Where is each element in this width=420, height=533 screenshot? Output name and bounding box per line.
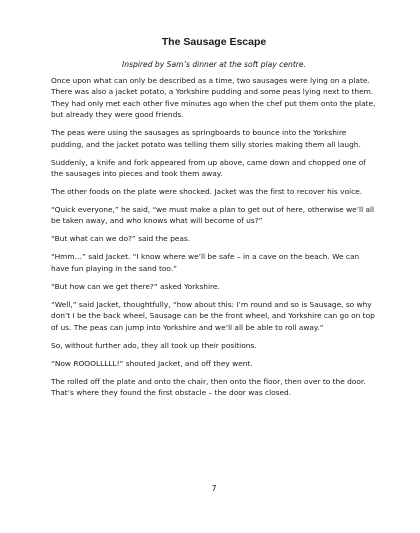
paragraph: “But what can we do?” said the peas. <box>51 234 191 244</box>
paragraph: “Well,” said Jacket, thoughtfully, “how about this: I’m round and so is Sausage, so why don’t I be the back wheel, Sausage can be the front wheel, and Yorkshire can go on top of us. The peas can jump into Yorkshire and we’ll all be able to roll away.” <box>51 299 375 332</box>
paragraph: Suddenly, a knife and fork appeared from up above, came down and chopped one of the sausages into pieces and took them away. <box>51 157 366 179</box>
paragraph: “But how can we get there?” asked Yorkshire. <box>51 281 220 291</box>
page-number: 7 <box>211 484 217 493</box>
paragraph: “Hmm…” said Jacket. “I know where we’ll be safe – in a cave on the beach. We can have fun playing in the sand too.” <box>51 252 360 273</box>
paragraph: “Quick everyone,” he said, “we must make a plan to get out of here, otherwise we’ll all be taken away, and who knows what will become of us?” <box>51 205 375 226</box>
story-title: The Sausage Escape <box>161 36 267 48</box>
document-page <box>51 0 377 533</box>
paragraph: “Now ROOOLLLLL!” shouted Jacket, and off they went. <box>51 358 253 368</box>
paragraph: The other foods on the plate were shocked. Jacket was the first to recover his voice. <box>51 187 363 197</box>
paragraph: The rolled off the plate and onto the chair, then onto the floor, then over to the door. That’s where they found the first obstacle – the door was closed. <box>51 376 366 398</box>
story-body <box>51 75 377 405</box>
paragraph: The peas were using the sausages as springboards to bounce into the Yorkshire pudding, and the jacket potato was telling them silly stories making them all laugh. <box>51 128 361 149</box>
paragraph: Once upon what can only be described as a time, two sausages were lying on a plate. There was also a jacket potato, a Yorkshire pudding and some peas lying next to them. They had only met each other five minutes ago when the chef put them onto the plate, but already they were good friends. <box>51 76 376 120</box>
paragraph: So, without further ado, they all took up their positions. <box>51 340 257 350</box>
story-subtitle: Inspired by Sam’s dinner at the soft play centre. <box>121 60 307 69</box>
